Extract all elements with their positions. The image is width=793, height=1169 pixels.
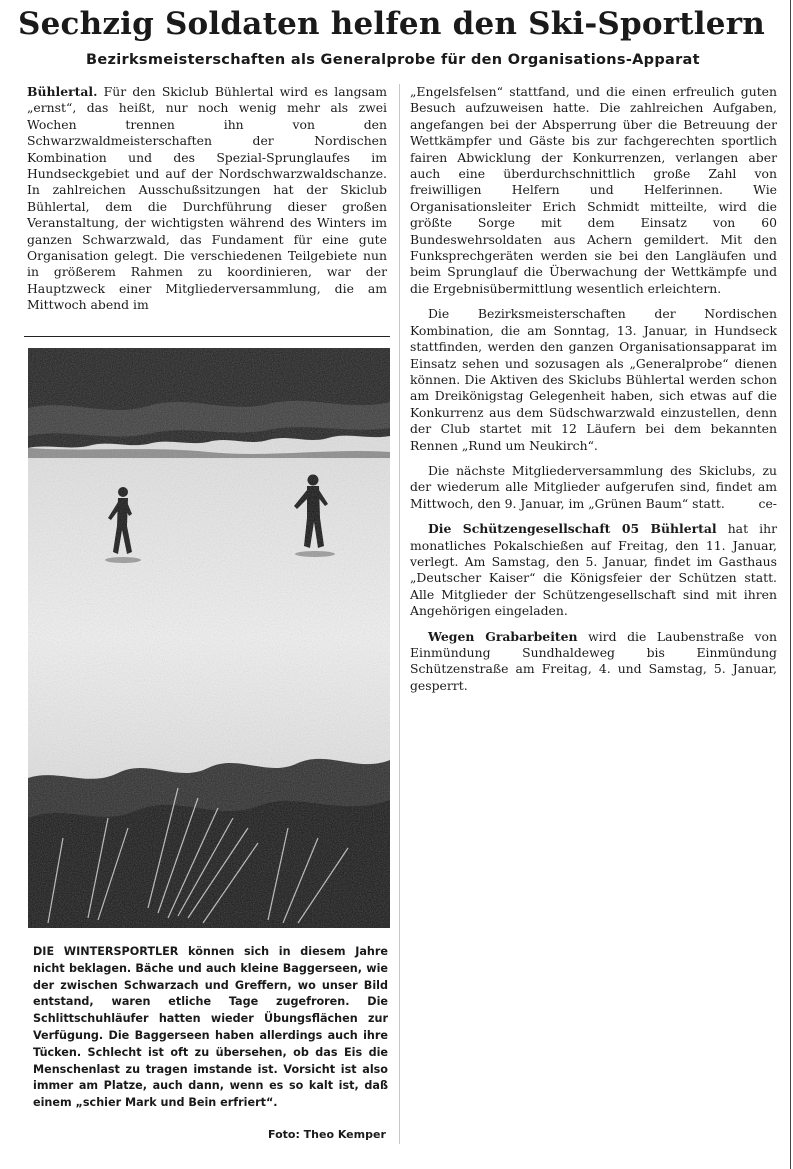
caption-text: können sich in diesem Jahre nicht beklagen. Bäche und auch kleine Baggerseen, wie der zwischen Schwarzach und Greffern, wo unser Bild entstand, waren etliche Tage zugefroren. Die Schlittschuhläufer hatten wieder Übungsflächen zur Verfügung. Die Baggerseen haben allerdings auch ihre Tücken. Schlecht ist oft zu übersehen, ob das Eis die Menschenlast zu tragen imstande ist. Vorsicht ist also immer am Platze, auch dann, wenn es so kalt ist, daß einem <box>33 945 388 1110</box>
photo-credit: Foto: Theo Kemper <box>268 1128 386 1141</box>
article-intro-paragraph <box>27 84 387 314</box>
article-paragraph-continued: „Engelsfelsen“ stattfand, und die einen erfreulich guten Besuch aufzuweisen hatte. Die zahlreichen Aufgaben, angefangen bei der Absperrung über die Betreuung der Wettkämpfer und Gäste bis zur fachgerechten sportlich fairen Abwicklung der Konkurrenzen, verlangen aber auch eine überdurchschnittlich große Zahl von freiwilligen Helfern und Helferinnen. Wie Organisationsleiter Erich Schmidt mitteilte, wird die größte Sorge mit dem Einsatz von 60 Bundeswehrsoldaten aus Achern gemildert. Mit den Funksprechgeräten werden sie bei den Langläufen und beim Sprunglauf die Überwachung der Wettkämpfe und die Ergebnisübermittlung wesentlich erleichtern. <box>410 84 777 296</box>
author-sign: ce- <box>758 495 777 511</box>
article-paragraph: Die Bezirksmeisterschaften der Nordischen Kombination, die am Sonntag, 13. Januar, in Hundseck stattfinden, werden den ganzen Organisationsapparat im Einsatz sehen und sozusagen als „Generalprobe“ dienen können. Die Aktiven des Skiclubs Bühlertal werden schon am Dreikönigstag Gelegenheit haben, sich etwas auf die Konkurrenz aus dem Südschwarzwald einzustellen, denn der Club startet mit 12 Läufern bei dem bekannten Rennen „Rund um Neukirch“. <box>410 306 777 453</box>
notice-lead: Wegen Grabarbeiten <box>428 628 578 644</box>
caption-lead: DIE WINTERSPORTLER <box>33 945 179 958</box>
intro-text: Für den Skiclub Bühlertal wird es langsam „ernst“, das heißt, nur noch wenig mehr als zwei Wochen trennen ihn von den Schwarzwaldmeisterschaften der Nordischen Kombination und des Spezial-Sprunglaufes im Hundseckgebiet und auf der Nordschwarzwaldschanze. In zahlreichen Ausschußsitzungen hat der Skiclub Bühlertal, dem die Durchführung dieser großen Veranstaltung, der wichtigsten während des Winters im ganzen Schwarzwald, das Fundament für eine gute Organisation gelegt. Die verschiedenen Teilgebiete nun in größerem Rahmen zu koordinieren, war der Hauptzweck einer Mitgliederversammlung, die am Mittwoch abend im <box>27 84 387 313</box>
skaters-photo <box>28 348 390 928</box>
article-left-column <box>27 84 387 314</box>
article-paragraph-closing <box>410 463 777 512</box>
caption-quote: „schier Mark und Bein erfriert“. <box>75 1096 278 1110</box>
article-right-column <box>410 84 777 694</box>
notice-shooting-club <box>410 521 777 619</box>
column-divider <box>399 84 400 1144</box>
photo-caption <box>33 944 388 1112</box>
dateline: Bühlertal. <box>27 84 98 99</box>
notice-lead: Die Schützengesellschaft 05 Bühlertal <box>428 521 717 537</box>
article-headline: Sechzig Soldaten helfen den Ski-Sportlern <box>18 6 765 42</box>
closing-text: Die nächste Mitgliederversammlung des Skiclubs, zu der wiederum alle Mitglieder aufgerufen sind, findet am Mittwoch, den 9. Januar, im „Grünen Baum“ statt. <box>410 462 777 511</box>
notice-text: hat ihr monatliches Pokalschießen auf Freitag, den 11. Januar, verlegt. Am Samstag, den 5. Januar, findet im Gasthaus „Deutscher Kaiser“ die Königsfeier der Schützen statt. Alle Mitglieder der Schützengesellschaft sind mit ihren Angehörigen eingeladen. <box>410 521 778 619</box>
notice-text: wird die Laubenstraße von Einmündung Sundhaldeweg bis Einmündung Schützenstraße am Freitag, 4. und Samstag, 5. Januar, gesperrt. <box>410 628 777 693</box>
notice-road-closure <box>410 629 777 695</box>
page-edge-line <box>790 0 791 1169</box>
article-subheadline: Bezirksmeisterschaften als Generalprobe für den Organisations-Apparat <box>86 52 700 68</box>
column-rule <box>24 336 390 337</box>
